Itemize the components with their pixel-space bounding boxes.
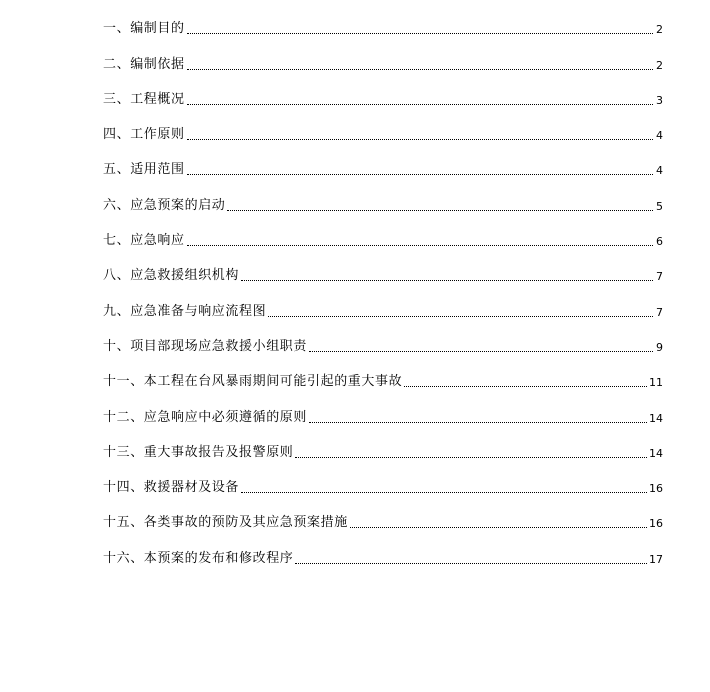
toc-dot-leader xyxy=(309,422,647,423)
toc-entry-title: 十一、本工程在台风暴雨期间可能引起的重大事故 xyxy=(103,374,403,390)
toc-entry-page: 16 xyxy=(649,482,663,496)
toc-entry-page: 17 xyxy=(649,552,663,566)
toc-dot-leader xyxy=(187,33,653,34)
toc-entry-page: 9 xyxy=(656,340,663,354)
toc-entry[interactable] xyxy=(103,363,663,398)
toc-dot-leader xyxy=(295,457,647,458)
toc-dot-leader xyxy=(187,104,653,105)
toc-dot-leader xyxy=(295,563,647,564)
toc-entry[interactable] xyxy=(103,45,663,80)
toc-entry-page: 14 xyxy=(649,411,663,425)
toc-entry-title: 十六、本预案的发布和修改程序 xyxy=(103,550,294,566)
toc-dot-leader xyxy=(350,527,647,528)
toc-dot-leader xyxy=(309,351,653,352)
toc-dot-leader xyxy=(187,69,653,70)
toc-entry[interactable] xyxy=(103,292,663,327)
toc-entry[interactable] xyxy=(103,116,663,151)
toc-entry[interactable] xyxy=(103,151,663,186)
toc-entry[interactable] xyxy=(103,398,663,433)
toc-dot-leader xyxy=(404,386,647,387)
toc-dot-leader xyxy=(241,280,653,281)
toc-entry-title: 五、适用范围 xyxy=(103,162,185,178)
toc-dot-leader xyxy=(187,139,653,140)
toc-entry-page: 7 xyxy=(656,305,663,319)
toc-entry[interactable] xyxy=(103,222,663,257)
toc-entry-page: 16 xyxy=(649,517,663,531)
toc-entry-page: 2 xyxy=(656,23,663,37)
toc-dot-leader xyxy=(241,492,647,493)
toc-entry-page: 11 xyxy=(649,376,663,390)
toc-entry-title: 七、应急响应 xyxy=(103,233,185,249)
toc-entry-title: 八、应急救援组织机构 xyxy=(103,268,240,284)
toc-entry-title: 一、编制目的 xyxy=(103,21,185,37)
toc-entry-page: 7 xyxy=(656,270,663,284)
toc-entry[interactable] xyxy=(103,328,663,363)
table-of-contents xyxy=(103,10,663,575)
toc-entry[interactable] xyxy=(103,81,663,116)
toc-entry-page: 6 xyxy=(656,235,663,249)
toc-entry-title: 十二、应急响应中必须遵循的原则 xyxy=(103,409,308,425)
toc-dot-leader xyxy=(227,210,653,211)
toc-entry[interactable] xyxy=(103,186,663,221)
toc-entry-title: 十五、各类事故的预防及其应急预案措施 xyxy=(103,515,348,531)
toc-entry-title: 四、工作原则 xyxy=(103,127,185,143)
toc-entry-title: 十三、重大事故报告及报警原则 xyxy=(103,444,294,460)
toc-entry-title: 三、工程概况 xyxy=(103,91,185,107)
toc-entry-page: 5 xyxy=(656,199,663,213)
toc-dot-leader xyxy=(187,174,653,175)
toc-entry-page: 3 xyxy=(656,93,663,107)
toc-entry-title: 二、编制依据 xyxy=(103,56,185,72)
toc-entry[interactable] xyxy=(103,539,663,574)
toc-entry-title: 十、项目部现场应急救援小组职责 xyxy=(103,338,308,354)
toc-entry[interactable] xyxy=(103,434,663,469)
toc-entry[interactable] xyxy=(103,469,663,504)
toc-entry-page: 4 xyxy=(656,164,663,178)
toc-dot-leader xyxy=(268,316,653,317)
toc-entry-page: 2 xyxy=(656,58,663,72)
toc-dot-leader xyxy=(187,245,653,246)
toc-entry-title: 十四、救援器材及设备 xyxy=(103,480,240,496)
toc-entry[interactable] xyxy=(103,10,663,45)
toc-entry-title: 九、应急准备与响应流程图 xyxy=(103,303,267,319)
toc-entry-page: 14 xyxy=(649,446,663,460)
toc-entry-page: 4 xyxy=(656,129,663,143)
toc-entry-title: 六、应急预案的启动 xyxy=(103,197,226,213)
toc-entry[interactable] xyxy=(103,257,663,292)
toc-entry[interactable] xyxy=(103,504,663,539)
